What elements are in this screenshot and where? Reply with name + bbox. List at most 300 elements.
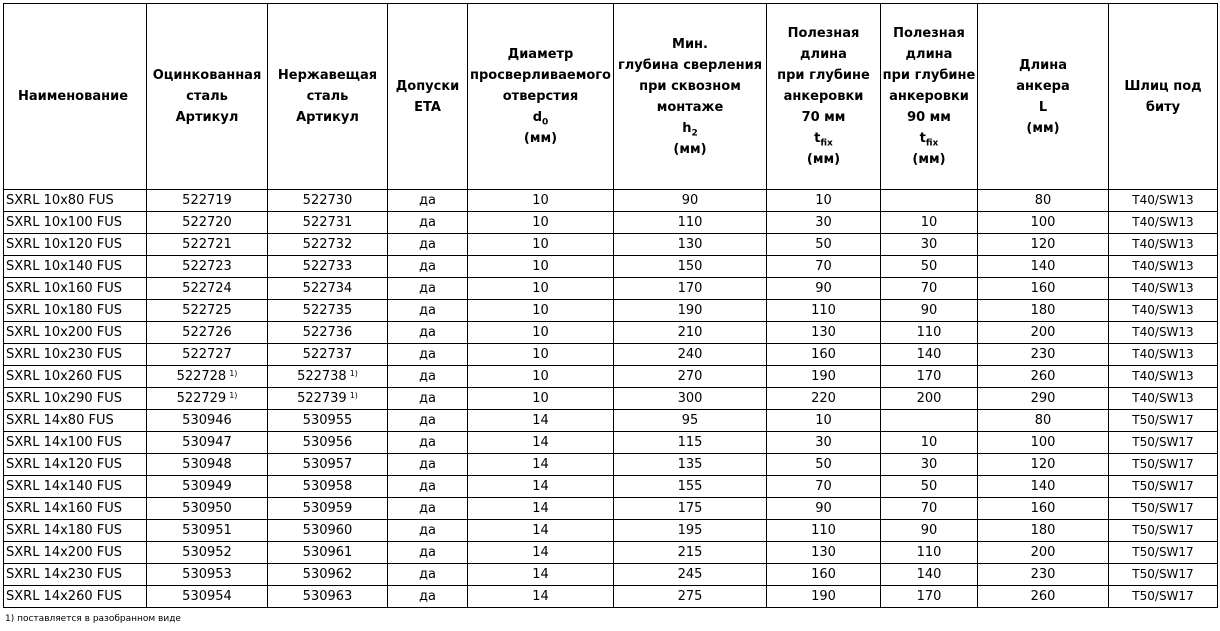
table-row	[4, 498, 1218, 520]
useful-length-90-cell	[881, 300, 978, 322]
useful-length-90-cell	[881, 432, 978, 454]
cell-value: T40/SW13	[1132, 215, 1194, 229]
cell-value: 14	[532, 457, 549, 472]
name-cell	[4, 366, 147, 388]
cell-value: 140	[1030, 259, 1056, 274]
name-cell	[4, 322, 147, 344]
header-line: длина	[905, 47, 953, 62]
useful-length-90-cell	[881, 256, 978, 278]
useful-length-70-cell	[767, 300, 881, 322]
cell-value: 100	[1030, 435, 1056, 450]
cell-value: 530955	[302, 413, 353, 428]
galvanized-article-cell	[147, 564, 268, 586]
useful-length-90-cell	[881, 476, 978, 498]
cell-value: да	[419, 501, 436, 516]
anchor-length-cell	[978, 388, 1109, 410]
cell-value: 50	[815, 237, 832, 252]
name-cell	[4, 300, 147, 322]
cell-value: SXRL 14x230 FUS	[6, 567, 122, 582]
cell-value: 110	[916, 545, 942, 560]
cell-value: 10	[920, 435, 938, 450]
cell-value: T40/SW13	[1132, 369, 1194, 383]
cell-value: SXRL 14x260 FUS	[6, 589, 122, 604]
cell-value: 530948	[182, 457, 232, 472]
galvanized-article-cell	[147, 476, 268, 498]
useful-length-90-cell	[881, 410, 978, 432]
stainless-article-cell	[268, 234, 388, 256]
cell-value: да	[419, 303, 436, 318]
footnote-mark: 1)	[349, 391, 358, 400]
anchor-length-cell	[978, 476, 1109, 498]
bit-cell	[1109, 498, 1218, 520]
name-cell	[4, 476, 147, 498]
header-line: Шлиц под	[1124, 78, 1202, 94]
header-line: биту	[1145, 99, 1181, 115]
diameter-cell	[468, 410, 614, 432]
depth-cell	[614, 322, 767, 344]
cell-value: 522719	[182, 193, 232, 208]
cell-value: да	[419, 413, 436, 428]
header-symbol: $d_0$	[532, 110, 549, 128]
depth-cell	[614, 498, 767, 520]
depth-cell	[614, 234, 767, 256]
table-row	[4, 388, 1218, 410]
useful-length-70-cell	[767, 520, 881, 542]
galvanized-article-cell	[147, 498, 268, 520]
cell-value: 260	[1030, 589, 1056, 604]
useful-length-90-cell	[881, 278, 978, 300]
depth-cell	[614, 388, 767, 410]
name-cell	[4, 256, 147, 278]
cell-value: 110	[811, 523, 836, 538]
anchor-length-cell	[978, 278, 1109, 300]
depth-cell	[614, 476, 767, 498]
header-line: Полезная	[787, 26, 860, 41]
cell-value: 530962	[302, 567, 353, 582]
table-row	[4, 432, 1218, 454]
header-line: 90 мм	[907, 110, 951, 125]
table-row	[4, 212, 1218, 234]
header-line: Оцинкованная	[152, 68, 262, 83]
cell-value: 200	[1030, 545, 1056, 560]
cell-value: SXRL 10x290 FUS	[6, 391, 122, 406]
cell-value: 530958	[302, 479, 353, 494]
header-subscript: 0	[542, 117, 549, 128]
header-line: Длина	[1019, 57, 1067, 73]
cell-value: 10	[815, 193, 832, 208]
bit-cell	[1109, 542, 1218, 564]
cell-value: 10	[532, 391, 549, 406]
cell-value: 530946	[182, 413, 232, 428]
useful-length-70-cell	[767, 278, 881, 300]
anchor-length-cell	[978, 256, 1109, 278]
cell-value: да	[419, 215, 436, 230]
stainless-article-cell	[268, 476, 388, 498]
table-row	[4, 300, 1218, 322]
cell-value: 100	[1030, 215, 1056, 230]
cell-value: 522732	[302, 237, 353, 252]
galvanized-article-cell	[147, 234, 268, 256]
cell-value: 115	[677, 435, 703, 450]
header-symbol: $h_2$	[682, 120, 698, 139]
cell-value: 14	[532, 479, 549, 494]
galvanized-article-cell	[147, 344, 268, 366]
header-line: Нержавещая	[277, 68, 378, 83]
cell-value: 240	[677, 347, 703, 362]
cell-value: SXRL 10x140 FUS	[6, 259, 122, 274]
header-line: ETA	[414, 99, 441, 115]
cell-value: 200	[916, 391, 942, 406]
stainless-article-cell	[268, 454, 388, 476]
cell-value: T40/SW13	[1132, 347, 1194, 361]
cell-value: 110	[916, 325, 942, 340]
bit-cell	[1109, 520, 1218, 542]
depth-cell	[614, 212, 767, 234]
header-drill-depth	[614, 4, 767, 190]
cell-value: T40/SW13	[1132, 237, 1194, 251]
cell-value: 95	[681, 413, 699, 428]
cell-value: 530957	[302, 457, 353, 472]
eta-cell	[388, 432, 468, 454]
table-row	[4, 256, 1218, 278]
depth-cell	[614, 256, 767, 278]
header-bit	[1109, 4, 1218, 190]
cell-value: 130	[677, 237, 703, 252]
cell-value: 170	[916, 589, 942, 604]
cell-value: 90	[920, 523, 938, 538]
name-cell	[4, 410, 147, 432]
cell-value: 522731	[302, 215, 353, 230]
name-cell	[4, 388, 147, 410]
cell-value: SXRL 10x260 FUS	[6, 369, 122, 384]
cell-value: да	[419, 545, 436, 560]
header-line: при сквозном	[639, 78, 741, 94]
cell-value: 10	[532, 259, 549, 274]
table-row	[4, 542, 1218, 564]
cell-value: T50/SW17	[1132, 457, 1194, 471]
cell-value: 160	[1030, 501, 1056, 516]
header-line: Диаметр	[507, 47, 574, 62]
table-row	[4, 410, 1218, 432]
diameter-cell	[468, 498, 614, 520]
stainless-article-cell	[268, 520, 388, 542]
cell-value: 522726	[182, 325, 232, 340]
cell-value: 70	[920, 501, 938, 516]
table-row	[4, 344, 1218, 366]
cell-value: да	[419, 523, 436, 538]
eta-cell	[388, 322, 468, 344]
cell-value: 10	[532, 215, 549, 230]
useful-length-90-cell	[881, 322, 978, 344]
cell-value: да	[419, 369, 436, 384]
cell-value: 80	[1034, 413, 1052, 428]
cell-value: 522725	[182, 303, 232, 318]
eta-cell	[388, 256, 468, 278]
stainless-article-cell	[268, 586, 388, 608]
cell-value: 260	[1030, 369, 1056, 384]
cell-value: да	[419, 457, 436, 472]
depth-cell	[614, 190, 767, 212]
anchor-length-cell	[978, 366, 1109, 388]
cell-value: T50/SW17	[1132, 479, 1194, 493]
table-body	[4, 190, 1218, 608]
eta-cell	[388, 498, 468, 520]
anchor-length-cell	[978, 542, 1109, 564]
cell-value: 290	[1030, 391, 1056, 406]
footnote-mark: 1)	[349, 369, 358, 378]
diameter-cell	[468, 366, 614, 388]
cell-value: 530952	[182, 545, 232, 560]
cell-value: 522720	[182, 215, 232, 230]
cell-value: SXRL 14x80 FUS	[6, 413, 114, 428]
table-row	[4, 366, 1218, 388]
useful-length-70-cell	[767, 212, 881, 234]
cell-value: 70	[815, 479, 832, 494]
cell-value: 90	[920, 303, 938, 318]
cell-value: 10	[815, 413, 832, 428]
cell-value: 10	[532, 237, 549, 252]
useful-length-70-cell	[767, 322, 881, 344]
cell-value: 522721	[182, 237, 232, 252]
header-line: глубина сверления	[617, 57, 763, 73]
cell-value: 300	[677, 391, 703, 406]
table-row	[4, 190, 1218, 212]
anchor-length-cell	[978, 498, 1109, 520]
anchor-length-cell	[978, 322, 1109, 344]
depth-cell	[614, 366, 767, 388]
header-line: 70 мм	[801, 110, 846, 125]
cell-value: 530954	[182, 589, 232, 604]
table-row	[4, 278, 1218, 300]
cell-value: 30	[815, 435, 832, 450]
eta-cell	[388, 300, 468, 322]
useful-length-70-cell	[767, 498, 881, 520]
header-line: Допуски	[395, 78, 460, 94]
header-line: Артикул	[296, 110, 359, 125]
cell-value: T50/SW17	[1132, 567, 1194, 581]
cell-value: 50	[920, 479, 938, 494]
anchor-length-cell	[978, 520, 1109, 542]
eta-cell	[388, 212, 468, 234]
name-cell	[4, 278, 147, 300]
header-galvanized-steel	[147, 4, 268, 190]
diameter-cell	[468, 344, 614, 366]
useful-length-90-cell	[881, 366, 978, 388]
cell-value: 522723	[182, 259, 232, 274]
table-row	[4, 234, 1218, 256]
cell-value: 530947	[182, 435, 232, 450]
cell-value: 14	[532, 567, 549, 582]
cell-value: 140	[916, 567, 942, 582]
bit-cell	[1109, 344, 1218, 366]
cell-value: да	[419, 325, 436, 340]
header-line: Артикул	[175, 110, 239, 125]
diameter-cell	[468, 256, 614, 278]
header-line: монтаже	[656, 99, 724, 115]
cell-value: T40/SW13	[1132, 325, 1194, 339]
depth-cell	[614, 454, 767, 476]
header-diameter	[468, 4, 614, 190]
cell-value: SXRL 14x120 FUS	[6, 457, 122, 472]
cell-value: SXRL 10x160 FUS	[6, 281, 122, 296]
cell-value: 180	[1030, 303, 1056, 318]
depth-cell	[614, 586, 767, 608]
cell-value: SXRL 10x80 FUS	[6, 193, 114, 208]
useful-length-70-cell	[767, 366, 881, 388]
useful-length-70-cell	[767, 454, 881, 476]
table-row	[4, 564, 1218, 586]
diameter-cell	[468, 212, 614, 234]
depth-cell	[614, 300, 767, 322]
bit-cell	[1109, 190, 1218, 212]
useful-length-70-cell	[767, 564, 881, 586]
header-subscript: 2	[691, 128, 698, 139]
cell-value: T50/SW17	[1132, 589, 1194, 603]
diameter-cell	[468, 476, 614, 498]
header-line: длина	[800, 47, 847, 62]
footnote: 1) поставляется в разобранном виде	[5, 614, 181, 624]
bit-cell	[1109, 366, 1218, 388]
cell-value: 530960	[302, 523, 353, 538]
header-eta	[388, 4, 468, 190]
header-anchor-length	[978, 4, 1109, 190]
stainless-article-cell	[268, 564, 388, 586]
header-line: при глубине	[777, 68, 870, 83]
cell-value: 170	[677, 281, 703, 296]
header-unit: (мм)	[1026, 120, 1060, 136]
useful-length-70-cell	[767, 388, 881, 410]
depth-cell	[614, 410, 767, 432]
cell-value: SXRL 14x140 FUS	[6, 479, 122, 494]
header-unit: (мм)	[912, 152, 946, 167]
eta-cell	[388, 344, 468, 366]
cell-value: 215	[677, 545, 703, 560]
header-line: анкеровки	[889, 89, 969, 104]
useful-length-70-cell	[767, 476, 881, 498]
depth-cell	[614, 278, 767, 300]
useful-length-90-cell	[881, 388, 978, 410]
header-line: отверстия	[502, 89, 579, 104]
useful-length-90-cell	[881, 344, 978, 366]
header-symbol: $t_{fix}$	[919, 131, 939, 149]
cell-value: 522738	[297, 369, 347, 384]
useful-length-70-cell	[767, 432, 881, 454]
galvanized-article-cell	[147, 586, 268, 608]
cell-value: T40/SW13	[1132, 193, 1194, 207]
stainless-article-cell	[268, 366, 388, 388]
galvanized-article-cell	[147, 520, 268, 542]
diameter-cell	[468, 388, 614, 410]
table-row	[4, 454, 1218, 476]
diameter-cell	[468, 278, 614, 300]
galvanized-article-cell	[147, 366, 268, 388]
anchor-length-cell	[978, 586, 1109, 608]
cell-value: SXRL 14x200 FUS	[6, 545, 122, 560]
cell-value: 530951	[182, 523, 232, 538]
header-subscript: fix	[820, 138, 833, 149]
cell-value: SXRL 10x120 FUS	[6, 237, 122, 252]
cell-value: 522735	[302, 303, 353, 318]
name-cell	[4, 212, 147, 234]
galvanized-article-cell	[147, 278, 268, 300]
header-unit: (мм)	[523, 131, 558, 146]
header-useful-length-70	[767, 4, 881, 190]
diameter-cell	[468, 454, 614, 476]
bit-cell	[1109, 476, 1218, 498]
name-cell	[4, 564, 147, 586]
header-name-line: Наименование	[18, 89, 129, 104]
eta-cell	[388, 520, 468, 542]
cell-value: да	[419, 237, 436, 252]
stainless-article-cell	[268, 256, 388, 278]
cell-value: да	[419, 589, 436, 604]
cell-value: 522733	[302, 259, 353, 274]
depth-cell	[614, 344, 767, 366]
cell-value: да	[419, 479, 436, 494]
bit-cell	[1109, 234, 1218, 256]
stainless-article-cell	[268, 344, 388, 366]
eta-cell	[388, 278, 468, 300]
cell-value: 30	[920, 237, 938, 252]
useful-length-90-cell	[881, 586, 978, 608]
cell-value: 110	[677, 215, 703, 230]
cell-value: T50/SW17	[1132, 501, 1194, 515]
anchor-length-cell	[978, 432, 1109, 454]
eta-cell	[388, 366, 468, 388]
cell-value: 50	[920, 259, 938, 274]
product-table	[3, 3, 1218, 608]
table-row	[4, 586, 1218, 608]
diameter-cell	[468, 300, 614, 322]
useful-length-90-cell	[881, 564, 978, 586]
header-line: Полезная	[893, 26, 965, 41]
galvanized-article-cell	[147, 300, 268, 322]
stainless-article-cell	[268, 278, 388, 300]
cell-value: 10	[532, 325, 549, 340]
cell-value: да	[419, 567, 436, 582]
anchor-length-cell	[978, 212, 1109, 234]
cell-value: 522729	[176, 391, 227, 406]
useful-length-70-cell	[767, 190, 881, 212]
header-unit: (мм)	[673, 141, 707, 157]
anchor-length-cell	[978, 410, 1109, 432]
cell-value: 270	[677, 369, 703, 384]
depth-cell	[614, 542, 767, 564]
cell-value: 50	[815, 457, 832, 472]
cell-value: да	[419, 347, 436, 362]
cell-value: T50/SW17	[1132, 523, 1194, 537]
cell-value: 190	[811, 369, 836, 384]
stainless-article-cell	[268, 300, 388, 322]
cell-value: 10	[532, 193, 549, 208]
stainless-article-cell	[268, 498, 388, 520]
cell-value: 275	[677, 589, 703, 604]
header-line: при глубине	[882, 68, 976, 83]
name-cell	[4, 542, 147, 564]
cell-value: да	[419, 391, 436, 406]
header-subscript: fix	[925, 138, 939, 149]
cell-value: 10	[532, 303, 549, 318]
cell-value: 522728	[176, 369, 227, 384]
cell-value: 10	[920, 215, 938, 230]
galvanized-article-cell	[147, 256, 268, 278]
stainless-article-cell	[268, 322, 388, 344]
cell-value: 195	[677, 523, 703, 538]
useful-length-70-cell	[767, 234, 881, 256]
cell-value: 522739	[297, 391, 347, 406]
cell-value: 70	[920, 281, 938, 296]
cell-value: SXRL 14x100 FUS	[6, 435, 122, 450]
